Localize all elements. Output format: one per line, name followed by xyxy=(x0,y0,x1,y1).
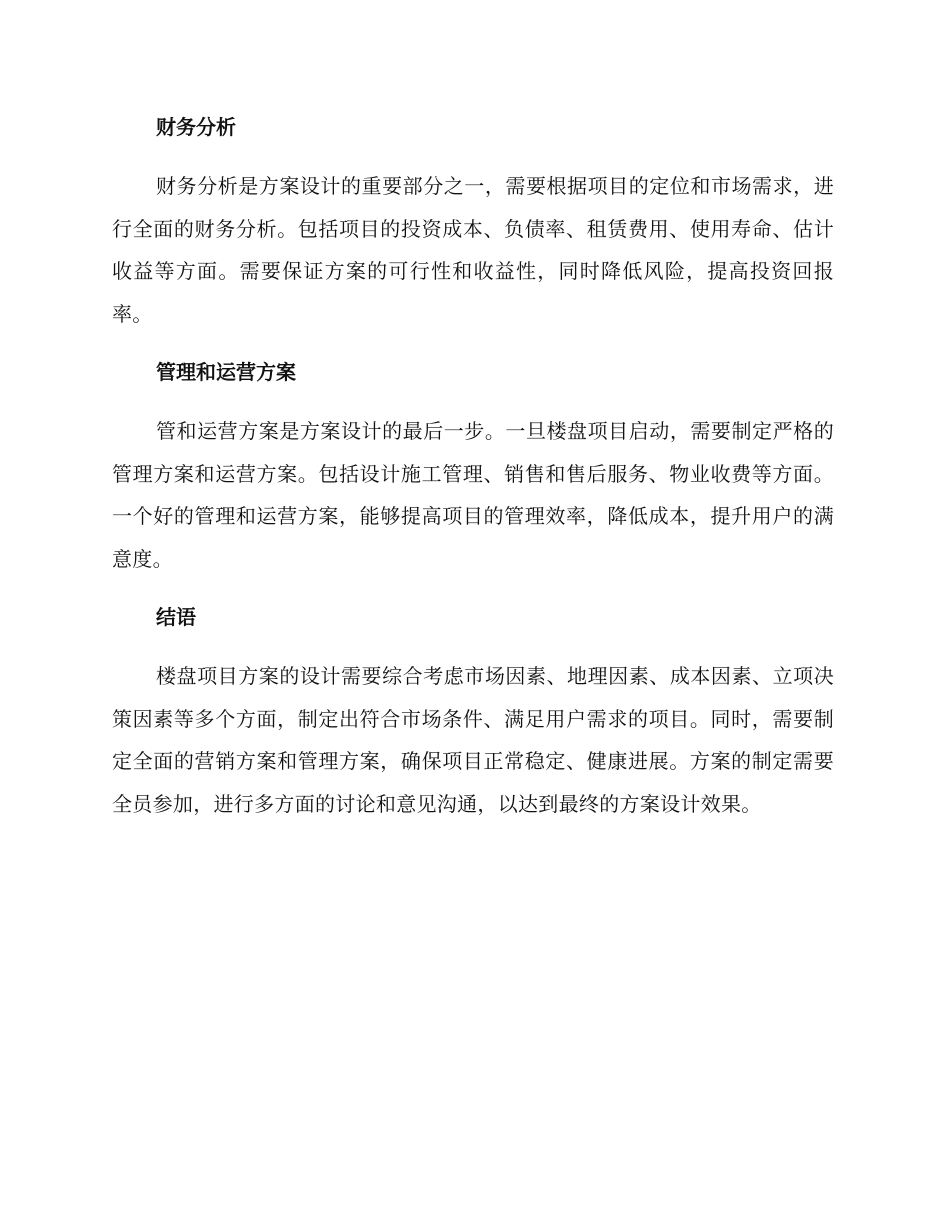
section-paragraph: 管和运营方案是方案设计的最后一步。一旦楼盘项目启动，需要制定严格的管理方案和运营方案。包括设计施工管理、销售和售后服务、物业收费等方面。一个好的管理和运营方案，能够提高项目的管理效率，降低成本，提升用户的满意度。 xyxy=(112,419,834,571)
section-conclusion xyxy=(112,599,834,825)
section-heading: 结语 xyxy=(156,605,196,629)
section-management-operations xyxy=(112,354,834,580)
section-paragraph: 财务分析是方案设计的重要部分之一，需要根据项目的定位和市场需求，进行全面的财务分析。包括项目的投资成本、负债率、租赁费用、使用寿命、估计收益等方面。需要保证方案的可行性和收益性，同时降低风险，提高投资回报率。 xyxy=(112,174,834,326)
section-heading: 财务分析 xyxy=(156,115,236,139)
section-paragraph: 楼盘项目方案的设计需要综合考虑市场因素、地理因素、成本因素、立项决策因素等多个方面，制定出符合市场条件、满足用户需求的项目。同时，需要制定全面的营销方案和管理方案，确保项目正常稳定、健康进展。方案的制定需要全员参加，进行多方面的讨论和意见沟通，以达到最终的方案设计效果。 xyxy=(112,664,834,816)
section-financial-analysis xyxy=(112,109,834,335)
document-page xyxy=(112,109,834,825)
section-heading: 管理和运营方案 xyxy=(156,360,296,384)
